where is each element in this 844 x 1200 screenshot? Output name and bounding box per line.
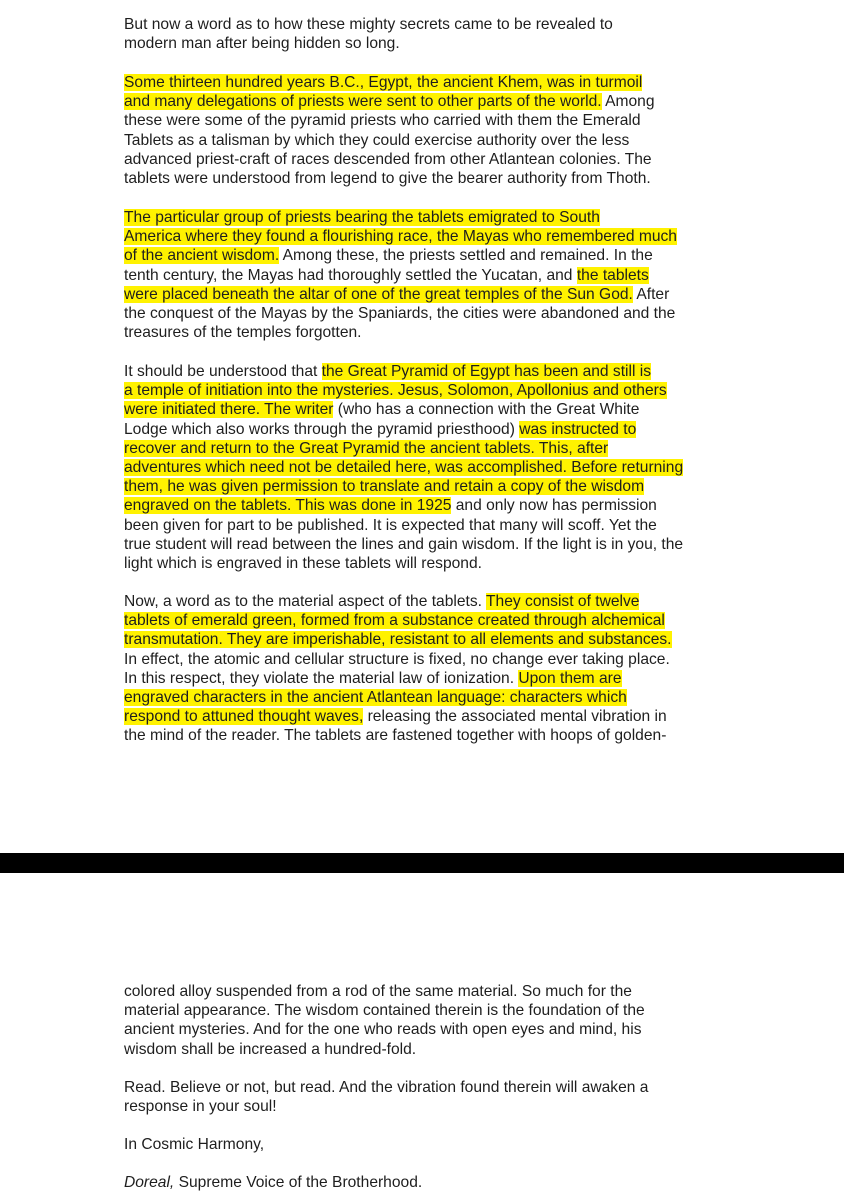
paragraph-material-aspect xyxy=(124,592,724,746)
highlighted-text: the Great Pyramid of Egypt has been and still is xyxy=(321,363,652,380)
highlighted-text: them, he was given permission to translate and retain a copy of the wisdom xyxy=(124,478,645,496)
text-line xyxy=(124,208,724,227)
highlighted-text: adventures which need not be detailed here, was accomplished. Before returning xyxy=(124,459,684,477)
text-run: material appearance. The wisdom contained therein is the foundation of the xyxy=(124,1002,645,1020)
text-run: Among xyxy=(601,93,655,111)
text-line xyxy=(124,131,724,150)
page-divider xyxy=(0,853,844,873)
text-run: In this respect, they violate the material law of ionization. xyxy=(124,669,519,687)
paragraph-mayas xyxy=(124,208,724,342)
text-run: Lodge which also works through the pyramid priesthood) xyxy=(124,420,520,438)
signature-name: Doreal, xyxy=(124,1174,175,1191)
text-line xyxy=(124,285,724,304)
text-line xyxy=(124,496,724,515)
text-run: It should be understood that xyxy=(124,363,322,380)
highlighted-text: a temple of initiation into the mysteries. Jesus, Solomon, Apollonius and others xyxy=(124,382,667,400)
text-line xyxy=(124,1020,724,1039)
highlighted-text: They consist of twelve xyxy=(486,593,640,610)
text-run: the mind of the reader. The tablets are fastened together with hoops of golden- xyxy=(124,727,667,745)
paragraph-revelation-intro xyxy=(124,15,724,53)
paragraph-golden-alloy xyxy=(124,982,724,1059)
text-line xyxy=(124,420,724,439)
text-line xyxy=(124,323,724,342)
text-line xyxy=(124,726,724,745)
highlighted-text: of the ancient wisdom. xyxy=(124,247,280,265)
text-run: and only now has permission xyxy=(451,497,657,515)
text-run: In effect, the atomic and cellular structure is fixed, no change ever taking place. xyxy=(124,650,670,668)
text-line xyxy=(124,362,724,381)
text-run: Read. Believe or not, but read. And the vibration found therein will awaken a xyxy=(124,1079,649,1096)
highlighted-text: transmutation. They are imperishable, resistant to all elements and substances. xyxy=(124,631,672,649)
text-line xyxy=(124,669,724,688)
highlighted-text: the tablets xyxy=(576,266,649,284)
closing-line xyxy=(124,1135,724,1154)
paragraph-khem-turmoil xyxy=(124,73,724,188)
text-run: advanced priest-craft of races descended from other Atlantean colonies. The xyxy=(124,150,652,168)
text-line xyxy=(124,1097,724,1116)
text-line xyxy=(124,246,724,265)
highlighted-text: America where they found a flourishing race, the Mayas who remembered much xyxy=(124,228,677,246)
text-line xyxy=(124,1078,724,1097)
highlighted-text: engraved characters in the ancient Atlantean language: characters which xyxy=(124,689,627,707)
text-line xyxy=(124,688,724,707)
highlighted-text: engraved on the tablets. This was done in 1925 xyxy=(124,497,452,515)
closing-text: In Cosmic Harmony, xyxy=(124,1136,265,1153)
text-run: response in your soul! xyxy=(124,1098,277,1116)
highlighted-text: tablets of emerald green, formed from a substance created through alchemical xyxy=(124,612,665,630)
text-run: wisdom shall be increased a hundred-fold. xyxy=(124,1040,417,1058)
text-line xyxy=(124,266,724,285)
text-line xyxy=(124,381,724,400)
text-run: tablets were understood from legend to give the bearer authority from Thoth. xyxy=(124,170,651,188)
highlighted-text: and many delegations of priests were sent to other parts of the world. xyxy=(124,93,602,111)
text-line xyxy=(124,169,724,188)
text-line xyxy=(124,516,724,535)
signature xyxy=(124,1173,724,1192)
text-run: modern man after being hidden so long. xyxy=(124,35,400,53)
text-run: (who has a connection with the Great White xyxy=(333,401,640,419)
highlighted-text: The particular group of priests bearing the tablets emigrated to South xyxy=(124,209,600,226)
text-run: the conquest of the Mayas by the Spaniards, the cities were abandoned and the xyxy=(124,305,676,323)
text-line xyxy=(124,982,724,1001)
text-run: Now, a word as to the material aspect of the tablets. xyxy=(124,593,487,610)
signature-title: Supreme Voice of the Brotherhood. xyxy=(174,1174,423,1191)
text-line xyxy=(124,15,724,34)
text-line xyxy=(124,73,724,92)
text-line xyxy=(124,707,724,726)
text-line xyxy=(124,630,724,649)
text-run: colored alloy suspended from a rod of the same material. So much for the xyxy=(124,983,632,1000)
text-run: Tablets as a talisman by which they could exercise authority over the less xyxy=(124,131,630,149)
text-run: ancient mysteries. And for the one who reads with open eyes and mind, his xyxy=(124,1021,642,1039)
text-run: Among these, the priests settled and remained. In the xyxy=(279,247,653,265)
highlighted-text: was instructed to xyxy=(519,420,637,438)
text-run: been given for part to be published. It is expected that many will scoff. Yet the xyxy=(124,516,657,534)
text-line xyxy=(124,304,724,323)
text-line xyxy=(124,458,724,477)
text-line xyxy=(124,535,724,554)
signature-line xyxy=(124,1173,724,1192)
text-line xyxy=(124,400,724,419)
text-line xyxy=(124,227,724,246)
text-line xyxy=(124,477,724,496)
text-run: releasing the associated mental vibration in xyxy=(363,708,667,726)
paragraph-great-pyramid xyxy=(124,362,724,573)
highlighted-text: Some thirteen hundred years B.C., Egypt, the ancient Khem, was in turmoil xyxy=(124,74,643,91)
text-line xyxy=(124,611,724,630)
text-run: true student will read between the lines and gain wisdom. If the light is in you, the xyxy=(124,535,684,553)
text-line xyxy=(124,1040,724,1059)
text-run: After xyxy=(632,285,670,303)
text-line xyxy=(124,650,724,669)
highlighted-text: were initiated there. The writer xyxy=(124,401,334,419)
text-line xyxy=(124,92,724,111)
text-run: tenth century, the Mayas had thoroughly settled the Yucatan, and xyxy=(124,266,577,284)
text-run: these were some of the pyramid priests who carried with them the Emerald xyxy=(124,112,641,130)
highlighted-text: Upon them are xyxy=(518,669,622,687)
text-run: treasures of the temples forgotten. xyxy=(124,324,362,342)
highlighted-text: respond to attuned thought waves, xyxy=(124,708,364,726)
text-line xyxy=(124,592,724,611)
text-line xyxy=(124,111,724,130)
text-run: light which is engraved in these tablets will respond. xyxy=(124,555,482,573)
text-line xyxy=(124,34,724,53)
highlighted-text: were placed beneath the altar of one of the great temples of the Sun God. xyxy=(124,285,633,303)
text-line xyxy=(124,150,724,169)
text-line xyxy=(124,1001,724,1020)
highlighted-text: recover and return to the Great Pyramid the ancient tablets. This, after xyxy=(124,439,609,457)
text-line xyxy=(124,554,724,573)
paragraph-read-believe xyxy=(124,1078,724,1116)
text-run: But now a word as to how these mighty secrets came to be revealed to xyxy=(124,16,613,33)
text-line xyxy=(124,439,724,458)
